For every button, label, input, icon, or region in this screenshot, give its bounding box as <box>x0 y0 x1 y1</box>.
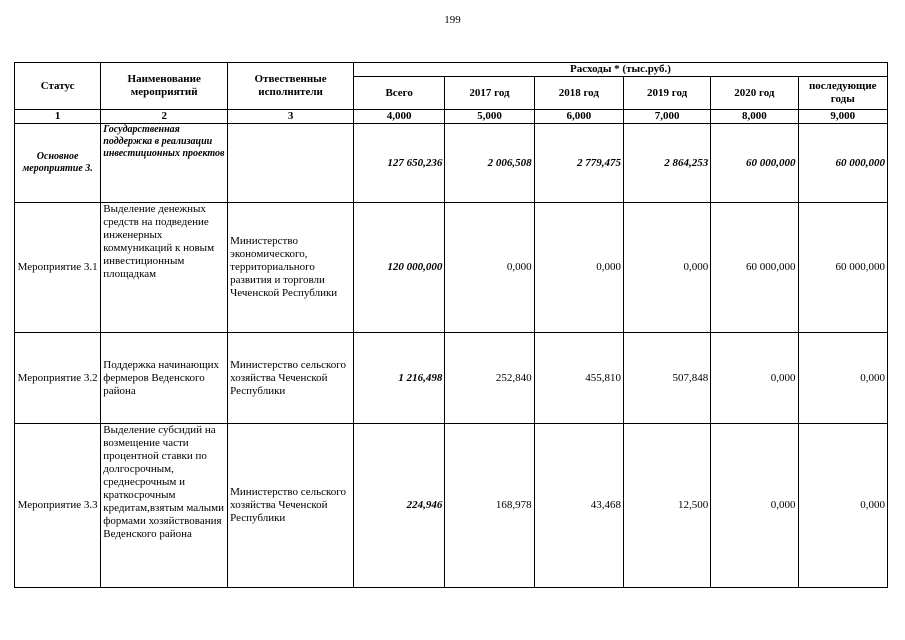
budget-table <box>14 62 888 588</box>
status-cell: Основное мероприятие 3. <box>15 124 101 203</box>
index-row <box>15 110 888 124</box>
y2019-cell: 507,848 <box>623 333 710 424</box>
header-total: Всего <box>354 77 445 110</box>
y2019-cell: 12,500 <box>623 424 710 588</box>
header-2020: 2020 год <box>711 77 798 110</box>
executors-cell: Министерство сельского хозяйства Чеченской Республики <box>228 333 354 424</box>
status-cell: Мероприятие 3.2 <box>15 333 101 424</box>
name-cell: Поддержка начинающих фермеров Веденского района <box>101 333 228 424</box>
name-cell: Выделение субсидий на возмещение части процентной ставки по долгосрочным, среднесрочным и краткосрочным кредитам,взятым малыми формами хозяйствования Веденского района <box>101 424 228 588</box>
total-cell: 127 650,236 <box>354 124 445 203</box>
y2017-cell: 168,978 <box>445 424 534 588</box>
total-cell: 224,946 <box>354 424 445 588</box>
header-expenses: Расходы * (тыс.руб.) <box>354 63 888 77</box>
y2018-cell: 0,000 <box>534 203 623 333</box>
y2019-cell: 2 864,253 <box>623 124 710 203</box>
y2018-cell: 2 779,475 <box>534 124 623 203</box>
table-row-main-event <box>15 124 888 203</box>
next-years-cell: 60 000,000 <box>798 124 887 203</box>
y2017-cell: 2 006,508 <box>445 124 534 203</box>
header-2019: 2019 год <box>623 77 710 110</box>
next-years-cell: 0,000 <box>798 424 887 588</box>
y2020-cell: 60 000,000 <box>711 124 798 203</box>
next-years-cell: 60 000,000 <box>798 203 887 333</box>
index-cell: 8,000 <box>711 110 798 124</box>
y2020-cell: 0,000 <box>711 333 798 424</box>
y2020-cell: 0,000 <box>711 424 798 588</box>
next-years-cell: 0,000 <box>798 333 887 424</box>
index-cell: 9,000 <box>798 110 887 124</box>
header-row <box>15 63 888 77</box>
index-cell: 1 <box>15 110 101 124</box>
y2018-cell: 43,468 <box>534 424 623 588</box>
y2018-cell: 455,810 <box>534 333 623 424</box>
table-row <box>15 203 888 333</box>
status-cell: Мероприятие 3.1 <box>15 203 101 333</box>
index-cell: 5,000 <box>445 110 534 124</box>
header-name: Наименование мероприятий <box>101 63 228 110</box>
total-cell: 120 000,000 <box>354 203 445 333</box>
y2020-cell: 60 000,000 <box>711 203 798 333</box>
header-2017: 2017 год <box>445 77 534 110</box>
header-2018: 2018 год <box>534 77 623 110</box>
header-executors: Отвественные исполнители <box>228 63 354 110</box>
executors-cell: Министерство сельского хозяйства Чеченской Республики <box>228 424 354 588</box>
index-cell: 7,000 <box>623 110 710 124</box>
executors-cell <box>228 124 354 203</box>
y2019-cell: 0,000 <box>623 203 710 333</box>
name-cell: Выделение денежных средств на подведение инженерных коммуникаций к новым инвестиционным площадкам <box>101 203 228 333</box>
index-cell: 3 <box>228 110 354 124</box>
status-cell: Мероприятие 3.3 <box>15 424 101 588</box>
executors-cell: Министерство экономического, территориального развития и торговли Чеченской Республики <box>228 203 354 333</box>
table-row <box>15 333 888 424</box>
header-status: Статус <box>15 63 101 110</box>
index-cell: 4,000 <box>354 110 445 124</box>
name-cell: Государственная поддержка в реализации инвестиционных проектов <box>101 124 228 203</box>
y2017-cell: 252,840 <box>445 333 534 424</box>
total-cell: 1 216,498 <box>354 333 445 424</box>
table-row <box>15 424 888 588</box>
index-cell: 2 <box>101 110 228 124</box>
y2017-cell: 0,000 <box>445 203 534 333</box>
header-next-years: последующие годы <box>798 77 887 110</box>
index-cell: 6,000 <box>534 110 623 124</box>
page-number: 199 <box>444 14 461 26</box>
